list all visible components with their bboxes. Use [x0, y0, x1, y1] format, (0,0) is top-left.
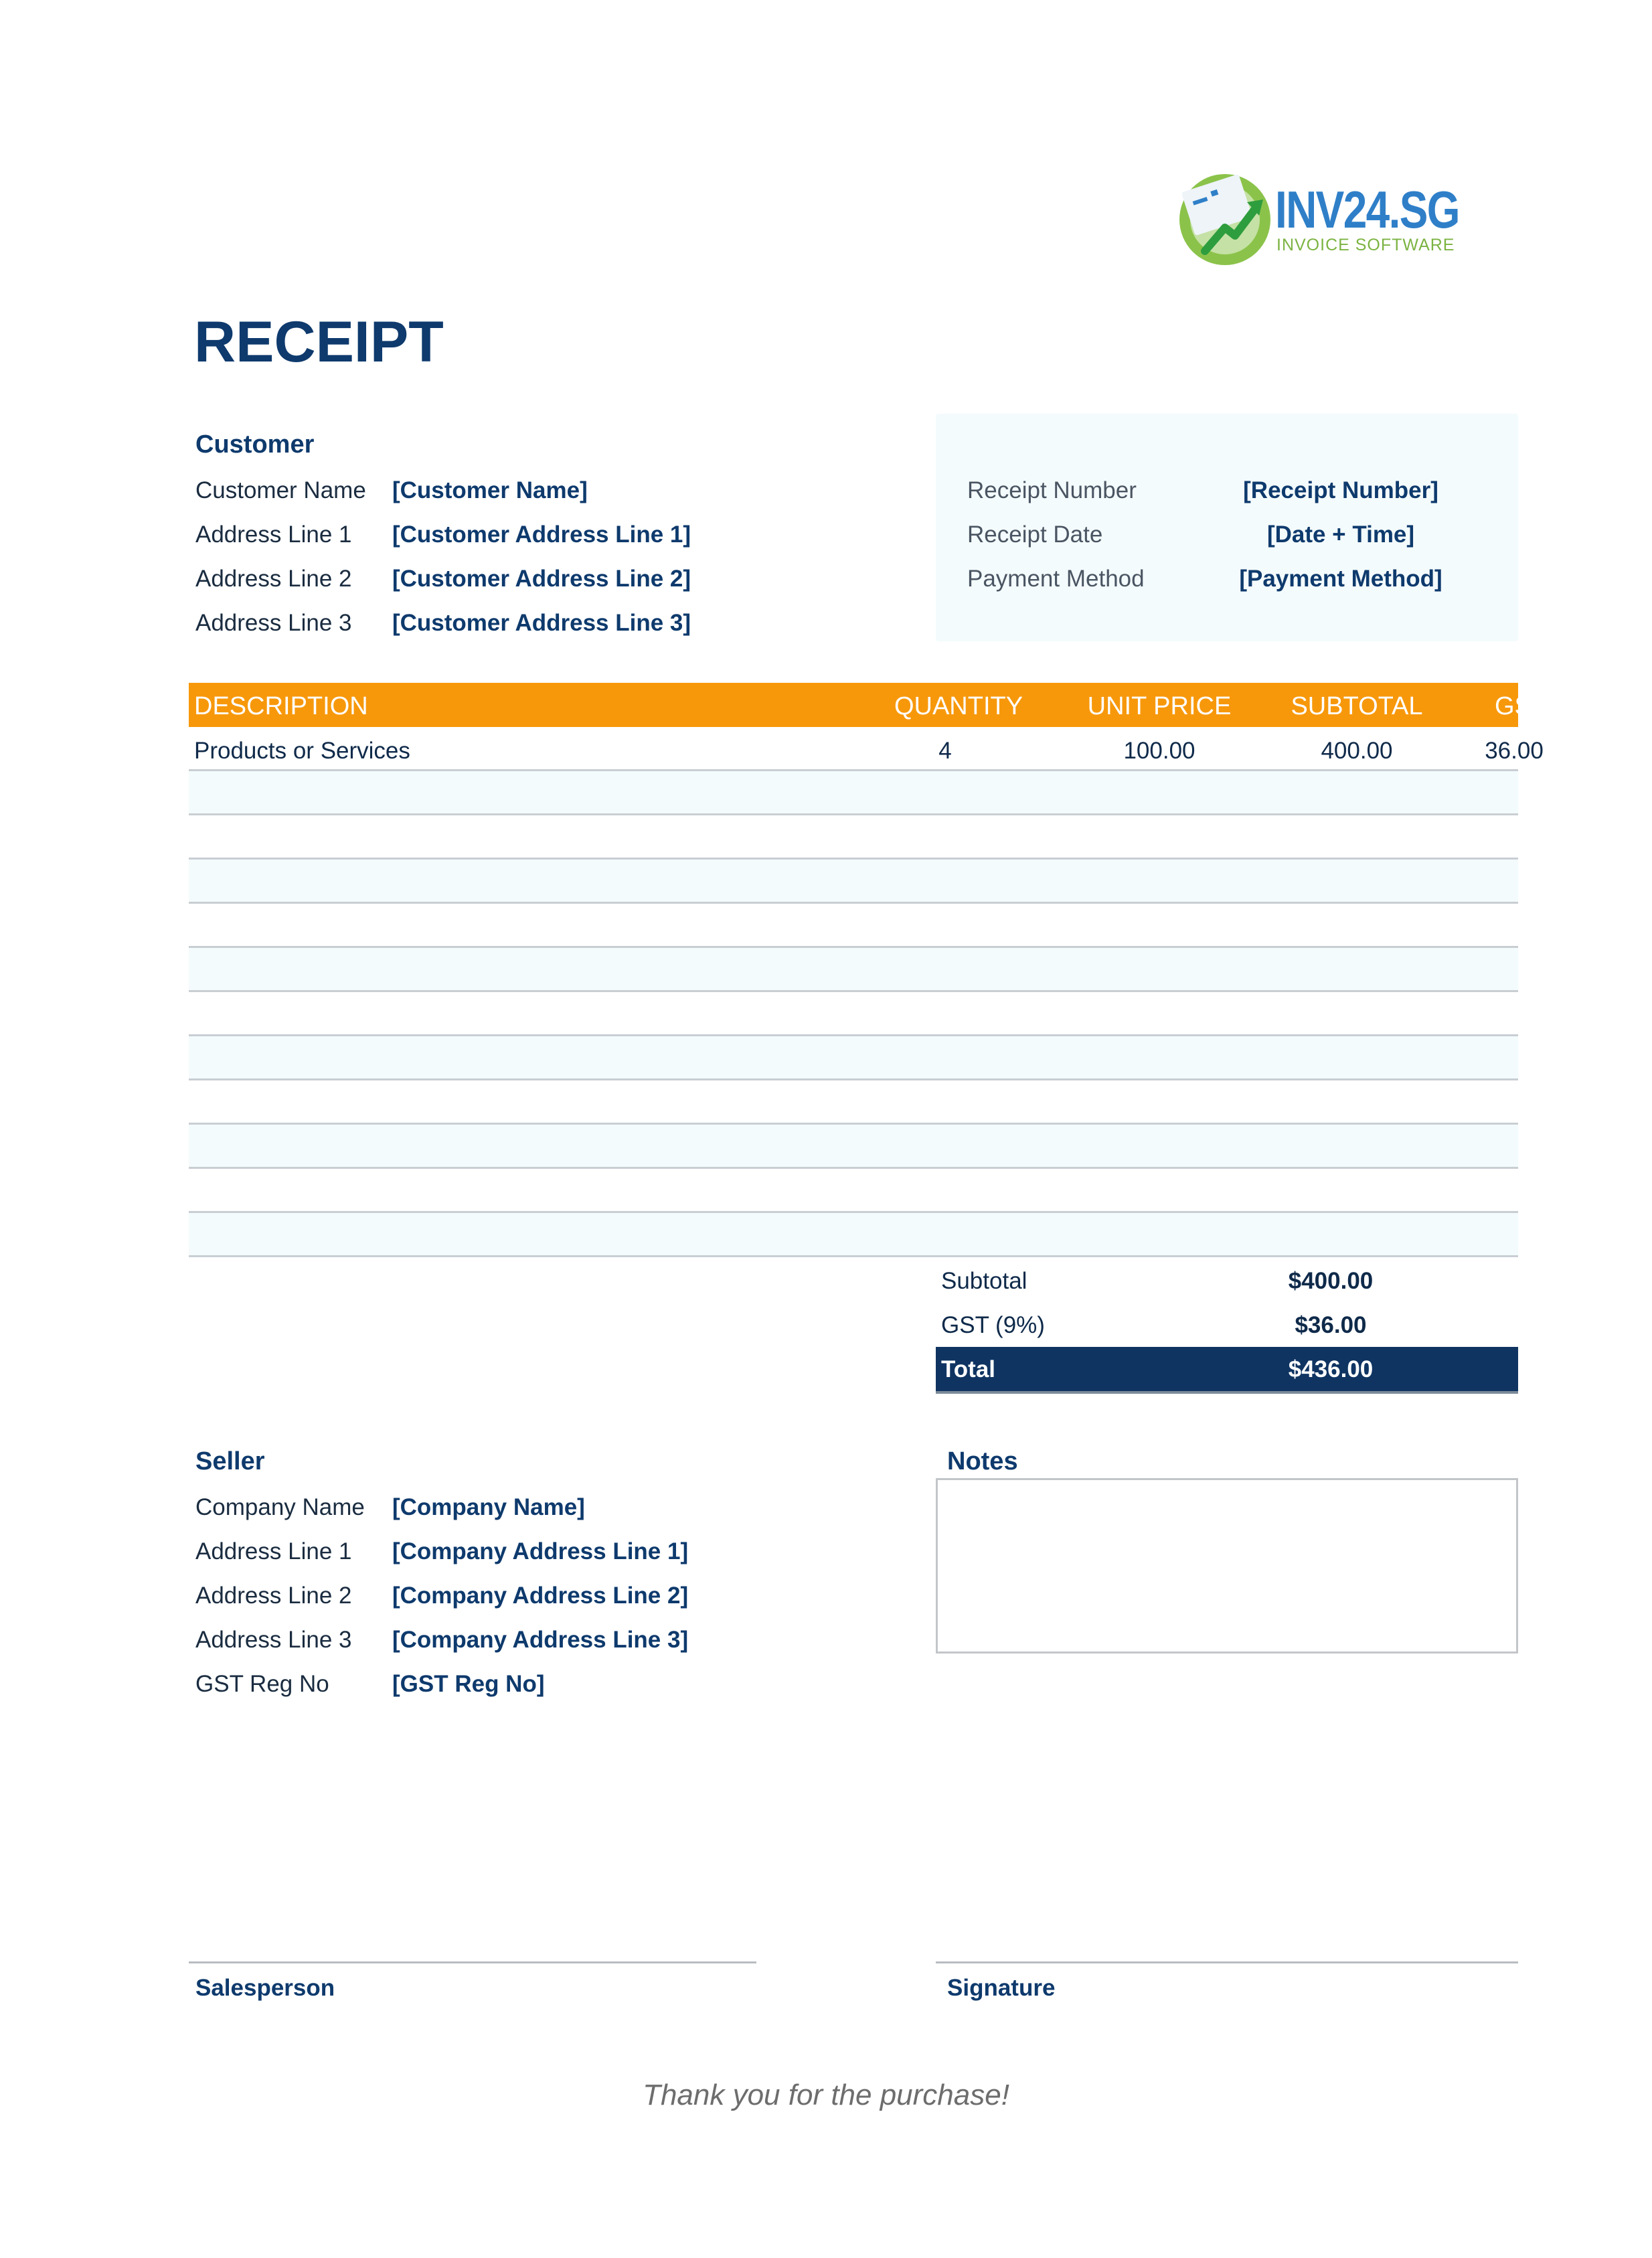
company-name-label: Company Name [195, 1494, 365, 1520]
logo-tagline: INVOICE SOFTWARE [1276, 236, 1455, 254]
company-address1-value[interactable]: [Company Address Line 1] [392, 1538, 689, 1564]
table-row[interactable] [189, 1213, 1518, 1257]
total-value: $436.00 [1288, 1356, 1374, 1382]
customer-address1-label: Address Line 1 [195, 521, 352, 548]
table-row[interactable] [189, 1125, 1518, 1169]
customer-name-value[interactable]: [Customer Name] [392, 477, 588, 503]
customer-address1-value[interactable]: [Customer Address Line 1] [392, 521, 691, 548]
notes-field[interactable] [936, 1478, 1518, 1654]
page-title: RECEIPT [194, 310, 444, 374]
receipt-number-value[interactable]: [Receipt Number] [1243, 477, 1438, 503]
company-address2-label: Address Line 2 [195, 1583, 352, 1609]
gst-reg-label: GST Reg No [195, 1671, 329, 1697]
thank-you-message: Thank you for the purchase! [643, 2079, 1009, 2111]
customer-heading: Customer [195, 430, 315, 459]
salesperson-label: Salesperson [195, 1975, 335, 2001]
seller-heading: Seller [195, 1447, 265, 1475]
signature-line [936, 1961, 1518, 1963]
items-table [189, 683, 1548, 1257]
receipt-number-label: Receipt Number [967, 477, 1137, 503]
header-subtotal: SUBTOTAL [1291, 692, 1423, 720]
customer-address2-value[interactable]: [Customer Address Line 2] [392, 566, 691, 592]
table-row[interactable] [189, 1080, 1518, 1125]
header-description: DESCRIPTION [194, 692, 368, 720]
table-header [189, 683, 1548, 727]
table-row[interactable] [189, 860, 1518, 904]
gst-value: $36.00 [1295, 1312, 1367, 1338]
logo-name: INV24.SG [1275, 180, 1459, 239]
table-row[interactable] [189, 992, 1518, 1036]
customer-address2-label: Address Line 2 [195, 566, 352, 592]
company-address3-value[interactable]: [Company Address Line 3] [392, 1627, 689, 1653]
company-address3-label: Address Line 3 [195, 1627, 352, 1653]
gst-label: GST (9%) [941, 1312, 1045, 1338]
table-row[interactable] [189, 948, 1518, 992]
payment-method-value[interactable]: [Payment Method] [1239, 566, 1442, 592]
company-address2-value[interactable]: [Company Address Line 2] [392, 1583, 689, 1609]
salesperson-line [189, 1961, 756, 1963]
item-quantity[interactable]: 4 [938, 738, 952, 764]
customer-name-label: Customer Name [195, 477, 366, 503]
table-row[interactable] [189, 904, 1518, 948]
company-address1-label: Address Line 1 [195, 1538, 352, 1564]
header-gst: GST [1494, 692, 1548, 720]
header-quantity: QUANTITY [894, 692, 1023, 720]
receipt-date-label: Receipt Date [967, 521, 1103, 548]
gst-row [936, 1303, 1518, 1347]
payment-method-label: Payment Method [967, 566, 1145, 592]
subtotal-value: $400.00 [1288, 1268, 1374, 1294]
table-row[interactable] [189, 727, 1544, 771]
receipt-date-value[interactable]: [Date + Time] [1266, 521, 1415, 548]
header-unit-price: UNIT PRICE [1087, 692, 1232, 720]
notes-heading: Notes [947, 1447, 1018, 1475]
total-label: Total [941, 1356, 996, 1382]
customer-address3-value[interactable]: [Customer Address Line 3] [392, 610, 691, 636]
item-subtotal: 400.00 [1321, 738, 1393, 764]
table-row[interactable] [189, 771, 1518, 815]
item-gst: 36.00 [1485, 738, 1544, 764]
table-row[interactable] [189, 1036, 1518, 1080]
customer-address3-label: Address Line 3 [195, 610, 352, 636]
signature-label: Signature [947, 1975, 1056, 2001]
subtotal-label: Subtotal [941, 1268, 1027, 1294]
item-unit-price[interactable]: 100.00 [1123, 738, 1195, 764]
gst-reg-value[interactable]: [GST Reg No] [392, 1671, 545, 1697]
item-description[interactable]: Products or Services [194, 738, 410, 764]
company-name-value[interactable]: [Company Name] [392, 1494, 585, 1520]
total-row [936, 1347, 1518, 1394]
totals-block [936, 1259, 1518, 1394]
table-row[interactable] [189, 815, 1518, 860]
subtotal-row [936, 1259, 1518, 1303]
table-row[interactable] [189, 1169, 1518, 1213]
